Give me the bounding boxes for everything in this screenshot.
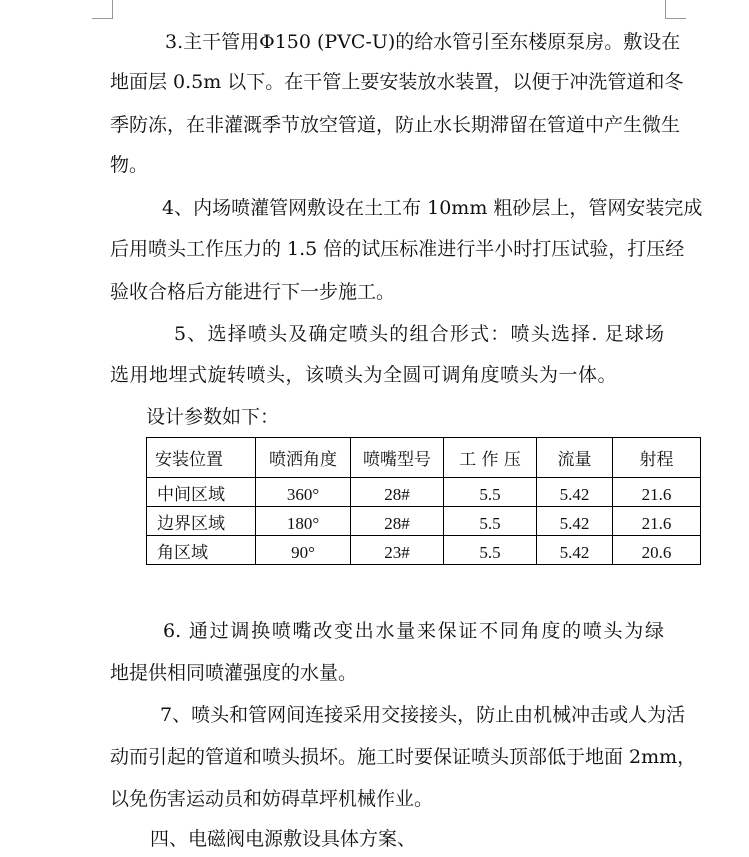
table-cell: 5.42	[537, 478, 613, 507]
table-cell: 5.5	[444, 478, 537, 507]
table-cell: 23#	[351, 536, 444, 565]
table-cell: 90°	[256, 536, 351, 565]
paragraph-4-line-3: 验收合格后方能进行下一步施工。	[110, 281, 396, 303]
table-cell: 5.42	[537, 536, 613, 565]
paragraph-3-line-1: 3.主干管用Φ150 (PVC-U)的给水管引至东楼原泵房。敷设在	[165, 31, 681, 53]
paragraph-7-line-1: 7、喷头和管网间连接采用交接接头，防止由机械冲击或人为活	[160, 704, 686, 726]
table-cell: 角区域	[147, 536, 256, 565]
paragraph-4-line-2: 后用喷头工作压力的 1.5 倍的试压标准进行半小时打压试验，打压经	[110, 238, 685, 260]
header-cell: 工 作 压	[444, 438, 537, 478]
table-cell: 180°	[256, 507, 351, 536]
params-intro: 设计参数如下：	[146, 406, 280, 428]
header-cell: 射程	[613, 438, 701, 478]
table-cell: 中间区域	[147, 478, 256, 507]
table-cell: 360°	[256, 478, 351, 507]
table-cell: 5.42	[537, 507, 613, 536]
table-row	[147, 536, 701, 565]
header-cell: 喷嘴型号	[351, 438, 444, 478]
paragraph-7-line-2: 动而引起的管道和喷头损坏。施工时要保证喷头顶部低于地面 2mm，	[110, 746, 697, 768]
table-cell: 21.6	[613, 478, 701, 507]
table-header-row	[147, 438, 701, 478]
paragraph-3-line-3: 季防冻，在非灌溉季节放空管道，防止水长期滞留在管道中产生微生	[110, 114, 681, 136]
page-corner-mark-right	[665, 0, 686, 19]
table-cell: 5.5	[444, 536, 537, 565]
table-cell: 20.6	[613, 536, 701, 565]
table-cell: 28#	[351, 507, 444, 536]
paragraph-7-line-3: 以免伤害运动员和妨碍草坪机械作业。	[110, 788, 434, 810]
paragraph-4-line-1: 4、内场喷灌管网敷设在土工布 10mm 粗砂层上，管网安装完成	[162, 197, 703, 219]
paragraph-5-line-2: 选用地埋式旋转喷头，该喷头为全圆可调角度喷头为一体。	[110, 364, 618, 386]
table-cell: 边界区域	[147, 507, 256, 536]
paragraph-5-line-1: 5、选择喷头及确定喷头的组合形式：喷头选择. 足球场	[174, 323, 664, 345]
header-cell: 流量	[537, 438, 613, 478]
header-cell: 安装位置	[147, 438, 256, 478]
header-cell: 喷洒角度	[256, 438, 351, 478]
paragraph-3-line-2: 地面层 0.5m 以下。在干管上要安装放水装置，以便于冲洗管道和冬	[110, 71, 684, 93]
table-cell: 21.6	[613, 507, 701, 536]
table-row	[147, 507, 701, 536]
paragraph-6-line-1: 6. 通过调换喷嘴改变出水量来保证不同角度的喷头为绿	[163, 620, 664, 642]
section-4-heading: 四、电磁阀电源敷设具体方案、	[150, 828, 417, 850]
table-row	[147, 478, 701, 507]
paragraph-6-line-2: 地提供相同喷灌强度的水量。	[110, 662, 358, 684]
paragraph-3-line-4: 物。	[110, 154, 149, 176]
table-cell: 28#	[351, 478, 444, 507]
page-corner-mark-left	[92, 0, 113, 19]
table-cell: 5.5	[444, 507, 537, 536]
design-parameters-table	[146, 437, 701, 565]
